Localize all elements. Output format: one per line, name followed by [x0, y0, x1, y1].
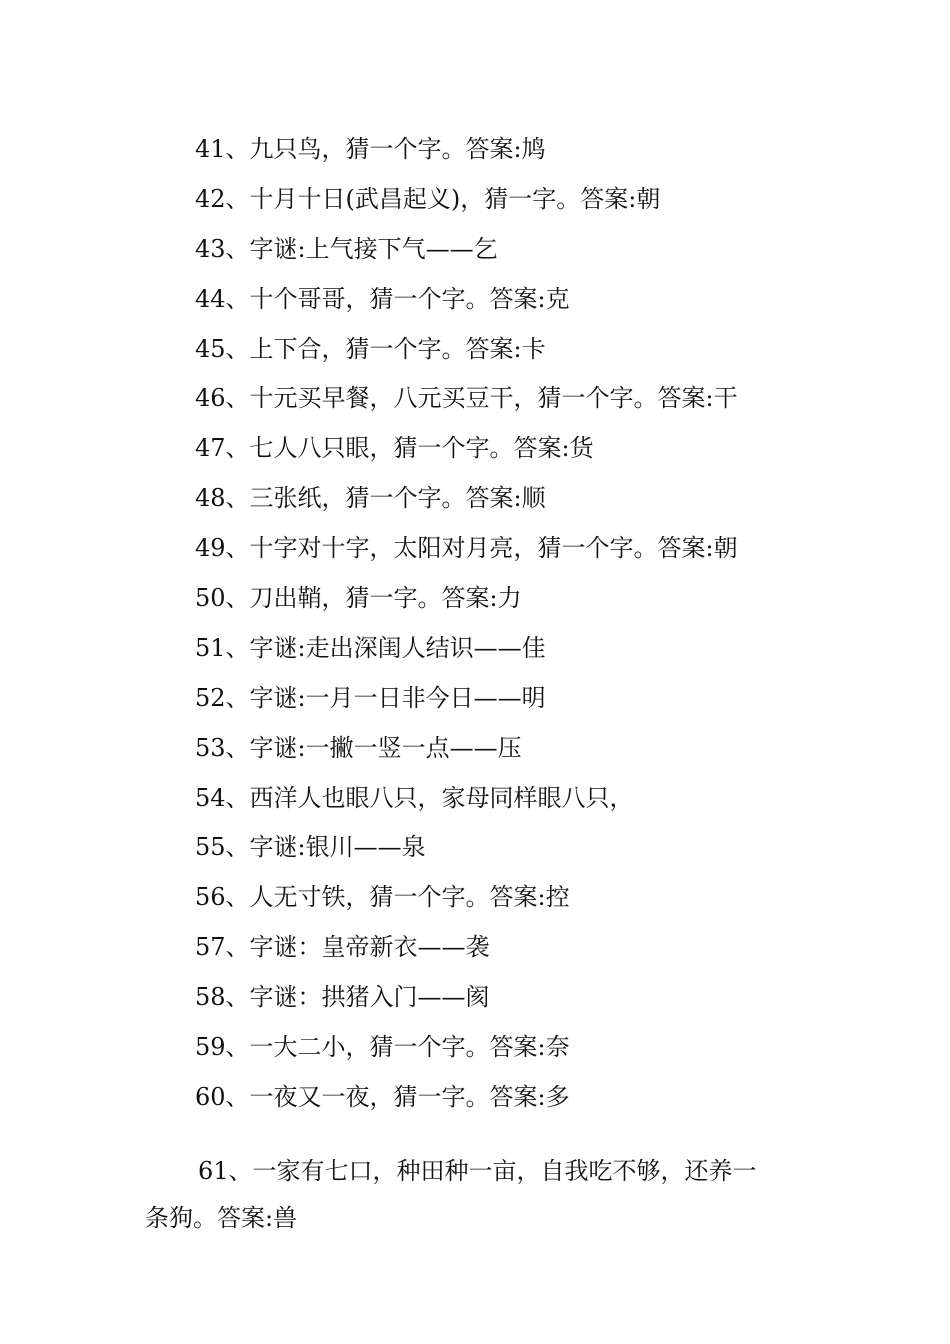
riddle-item: 53、字谜:一撇一竖一点——压	[195, 733, 522, 762]
riddle-item: 55、字谜:银川——泉	[195, 833, 426, 862]
riddle-item: 45、上下合，猜一个字。答案:卡	[195, 334, 546, 363]
riddle-paragraph-line-1: 61、一家有七口，种田种一亩，自我吃不够，还养一	[198, 1157, 757, 1185]
riddle-paragraph-61	[145, 1150, 815, 1239]
riddle-item: 44、十个哥哥，猜一个字。答案:克	[195, 284, 570, 313]
riddle-item: 42、十月十日(武昌起义)，猜一字。答案:朝	[195, 184, 661, 213]
riddle-item: 50、刀出鞘，猜一字。答案:力	[195, 584, 522, 613]
riddle-item: 59、一大二小，猜一个字。答案:奈	[195, 1033, 570, 1062]
riddle-item: 48、三张纸，猜一个字。答案:顺	[195, 484, 546, 513]
riddle-item: 52、字谜:一月一日非今日——明	[195, 683, 546, 712]
riddle-item: 47、七人八只眼，猜一个字。答案:货	[195, 434, 594, 463]
riddle-item: 51、字谜:走出深闺人结识——佳	[195, 633, 546, 662]
riddle-item: 46、十元买早餐，八元买豆干，猜一个字。答案:干	[195, 384, 738, 413]
riddle-item: 56、人无寸铁，猜一个字。答案:控	[195, 883, 570, 912]
riddle-item: 58、字谜：拱猪入门——阂	[195, 983, 490, 1012]
riddle-item: 43、字谜:上气接下气——乞	[195, 234, 498, 263]
riddle-item: 60、一夜又一夜，猜一字。答案:多	[195, 1082, 570, 1111]
riddle-item: 41、九只鸟，猜一个字。答案:鸠	[195, 135, 546, 163]
riddle-item: 49、十字对十字，太阳对月亮，猜一个字。答案:朝	[195, 534, 738, 563]
riddle-item: 57、字谜：皇帝新衣——袭	[195, 933, 490, 962]
riddle-paragraph-line-2: 条狗。答案:兽	[145, 1204, 298, 1232]
riddle-list	[195, 128, 835, 1126]
riddle-item: 54、西洋人也眼八只，家母同样眼八只，	[195, 783, 634, 812]
